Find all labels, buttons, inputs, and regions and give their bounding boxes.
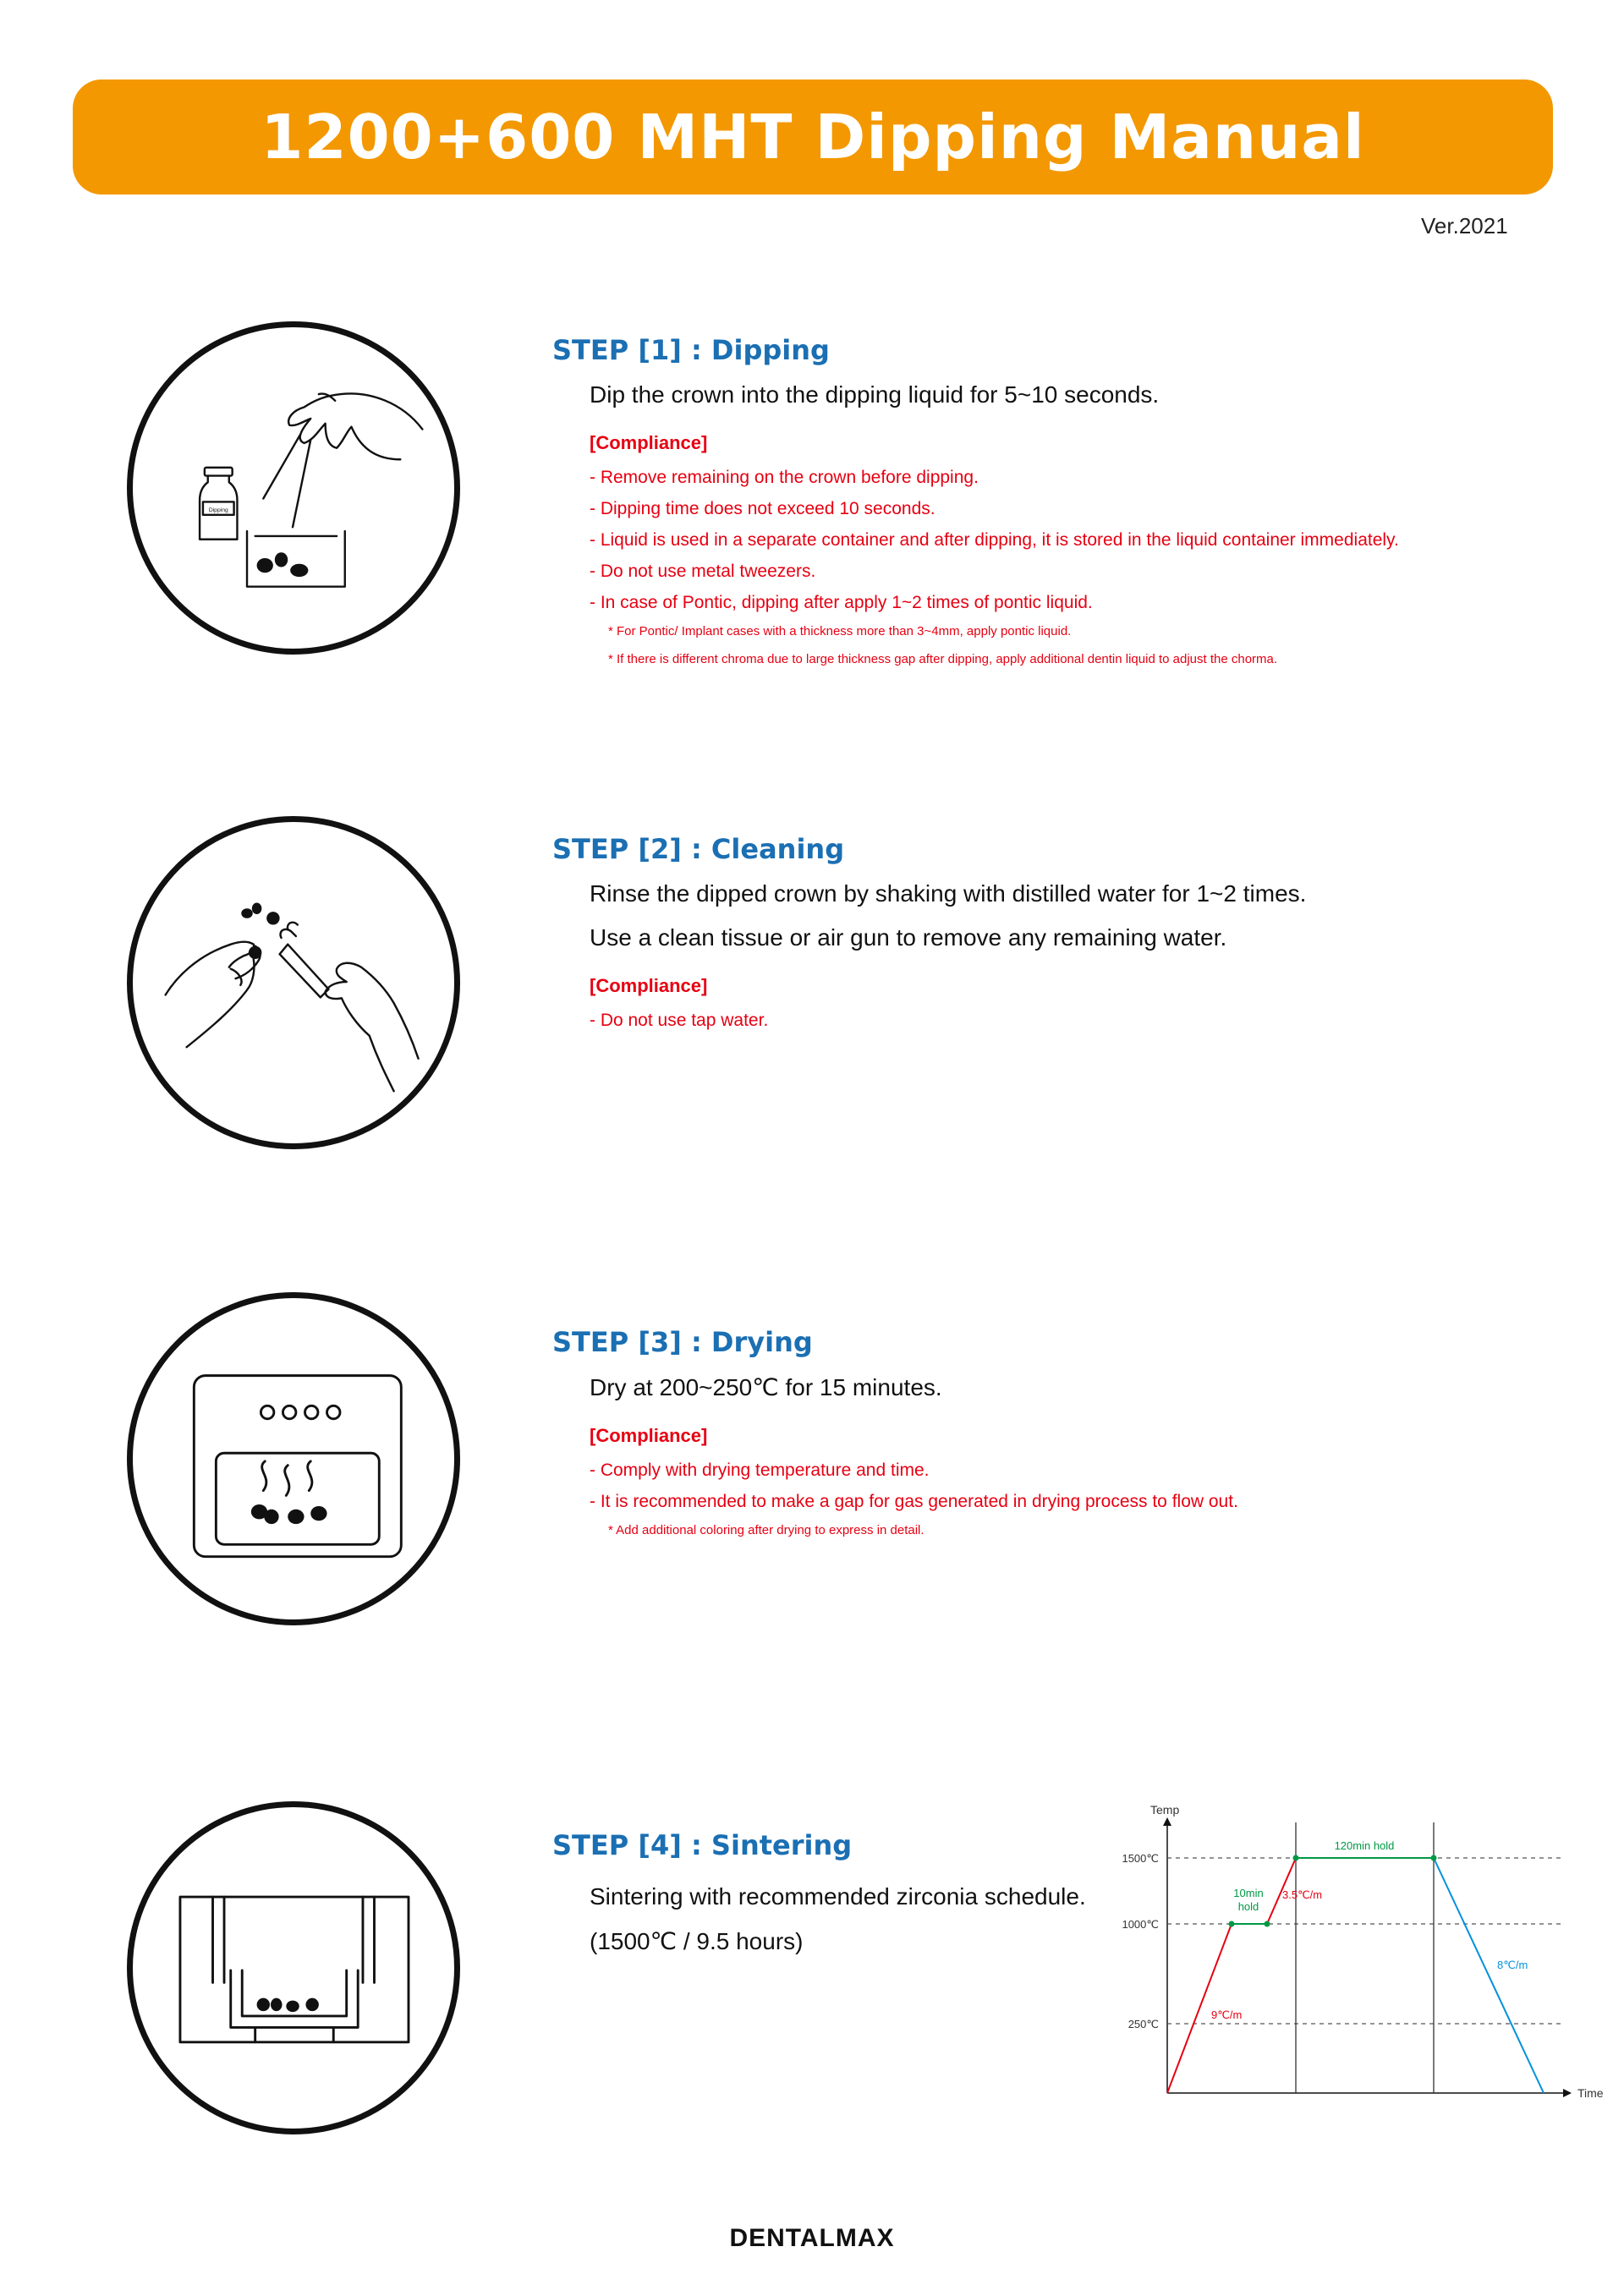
note-item: * Add additional coloring after drying to express in detail. [608,1523,924,1537]
schedule-point [1293,1855,1299,1861]
step-4-desc-line: Sintering with recommended zirconia schedule. [590,1883,1086,1910]
x-axis-label: Time [1577,2086,1604,2100]
step-3-section [552,1326,1567,1551]
step-3-description [590,1373,1567,1401]
rule-item: - Liquid is used in a separate container and after dipping, it is stored in the liquid container immediately. [590,530,1399,550]
rule-item: - Remove remaining on the crown before dipping. [590,468,979,487]
step-1-desc-line: Dip the crown into the dipping liquid for 5~10 seconds. [590,381,1160,408]
y-tick-label: 1500℃ [1122,1852,1159,1865]
x-axis-arrow [1563,2089,1572,2097]
step-1-title: STEP [1] : Dipping [552,334,830,366]
cool-8-label: 8℃/m [1497,1959,1528,1971]
ramp-9-label: 9℃/m [1211,2008,1243,2021]
step-1-description [590,381,1567,408]
rule-item: - In case of Pontic, dipping after apply 1~2 times of pontic liquid. [590,593,1093,612]
step-3-notes [608,1523,1567,1537]
step-1-compliance-heading: [Compliance] [590,432,708,453]
step-1-section [552,334,1567,680]
step-4-title: STEP [4] : Sintering [552,1829,853,1861]
step-2-description [590,880,1567,951]
step-4-desc-line: (1500℃ / 9.5 hours) [590,1928,804,1954]
hands-cleaning-icon [127,816,460,1149]
step-1-rules [590,468,1567,613]
step-2-desc-line: Use a clean tissue or air gun to remove any remaining water. [590,924,1227,951]
page-title: 1200+600 MHT Dipping Manual [261,101,1365,173]
rule-item: - It is recommended to make a gap for gas generated in drying process to flow out. [590,1492,1238,1511]
version-label: Ver.2021 [1421,213,1508,238]
rule-item: - Comply with drying temperature and time. [590,1460,930,1480]
schedule-point [1265,1921,1270,1927]
note-item: * For Pontic/ Implant cases with a thickness more than 3~4mm, apply pontic liquid. [608,624,1072,638]
schedule-point [1431,1855,1437,1861]
hold-10min-label-line2: hold [1237,1900,1259,1913]
hand-tweezers-dipping-icon [127,321,460,655]
bottle-label: Dipping [208,507,228,513]
title-banner [73,79,1553,195]
hold-120min-label: 120min hold [1334,1839,1395,1852]
rule-item: - Do not use metal tweezers. [590,562,816,581]
y-axis-arrow [1163,1817,1171,1826]
sintering-schedule-chart [1116,1803,1604,2135]
hold-10min-label-line1: 10min [1233,1887,1264,1899]
rule-item: - Do not use tap water. [590,1011,769,1030]
cool-8-segment [1434,1858,1544,2093]
step-1-notes [608,624,1567,666]
note-item: * If there is different chroma due to large thickness gap after dipping, apply additional dentin liquid to adjust the chorma. [608,652,1278,666]
step-3-title: STEP [3] : Drying [552,1326,813,1358]
step-2-compliance-heading: [Compliance] [590,975,708,996]
step-2-desc-line: Rinse the dipped crown by shaking with distilled water for 1~2 times. [590,880,1307,907]
y-tick-label: 1000℃ [1122,1918,1159,1931]
step-2-section [552,833,1567,1042]
schedule-point [1229,1921,1235,1927]
step-3-desc-line: Dry at 200~250℃ for 15 minutes. [590,1374,942,1400]
step-2-rules [590,1011,1567,1031]
step-4-description [590,1883,1102,1955]
y-tick-label: 250℃ [1127,2018,1159,2030]
step-3-compliance-heading: [Compliance] [590,1425,708,1446]
rule-item: - Dipping time does not exceed 10 seconds. [590,499,935,518]
y-axis-label: Temp [1150,1803,1180,1817]
drying-oven-icon [127,1292,460,1625]
step-2-title: STEP [2] : Cleaning [552,833,845,865]
sintering-furnace-icon [127,1801,460,2134]
footer-brand: DENTALMAX [729,2224,895,2252]
step-4-section [552,1829,1102,1972]
ramp-3-5-label: 3.5℃/m [1282,1888,1323,1901]
step-3-rules [590,1460,1567,1512]
